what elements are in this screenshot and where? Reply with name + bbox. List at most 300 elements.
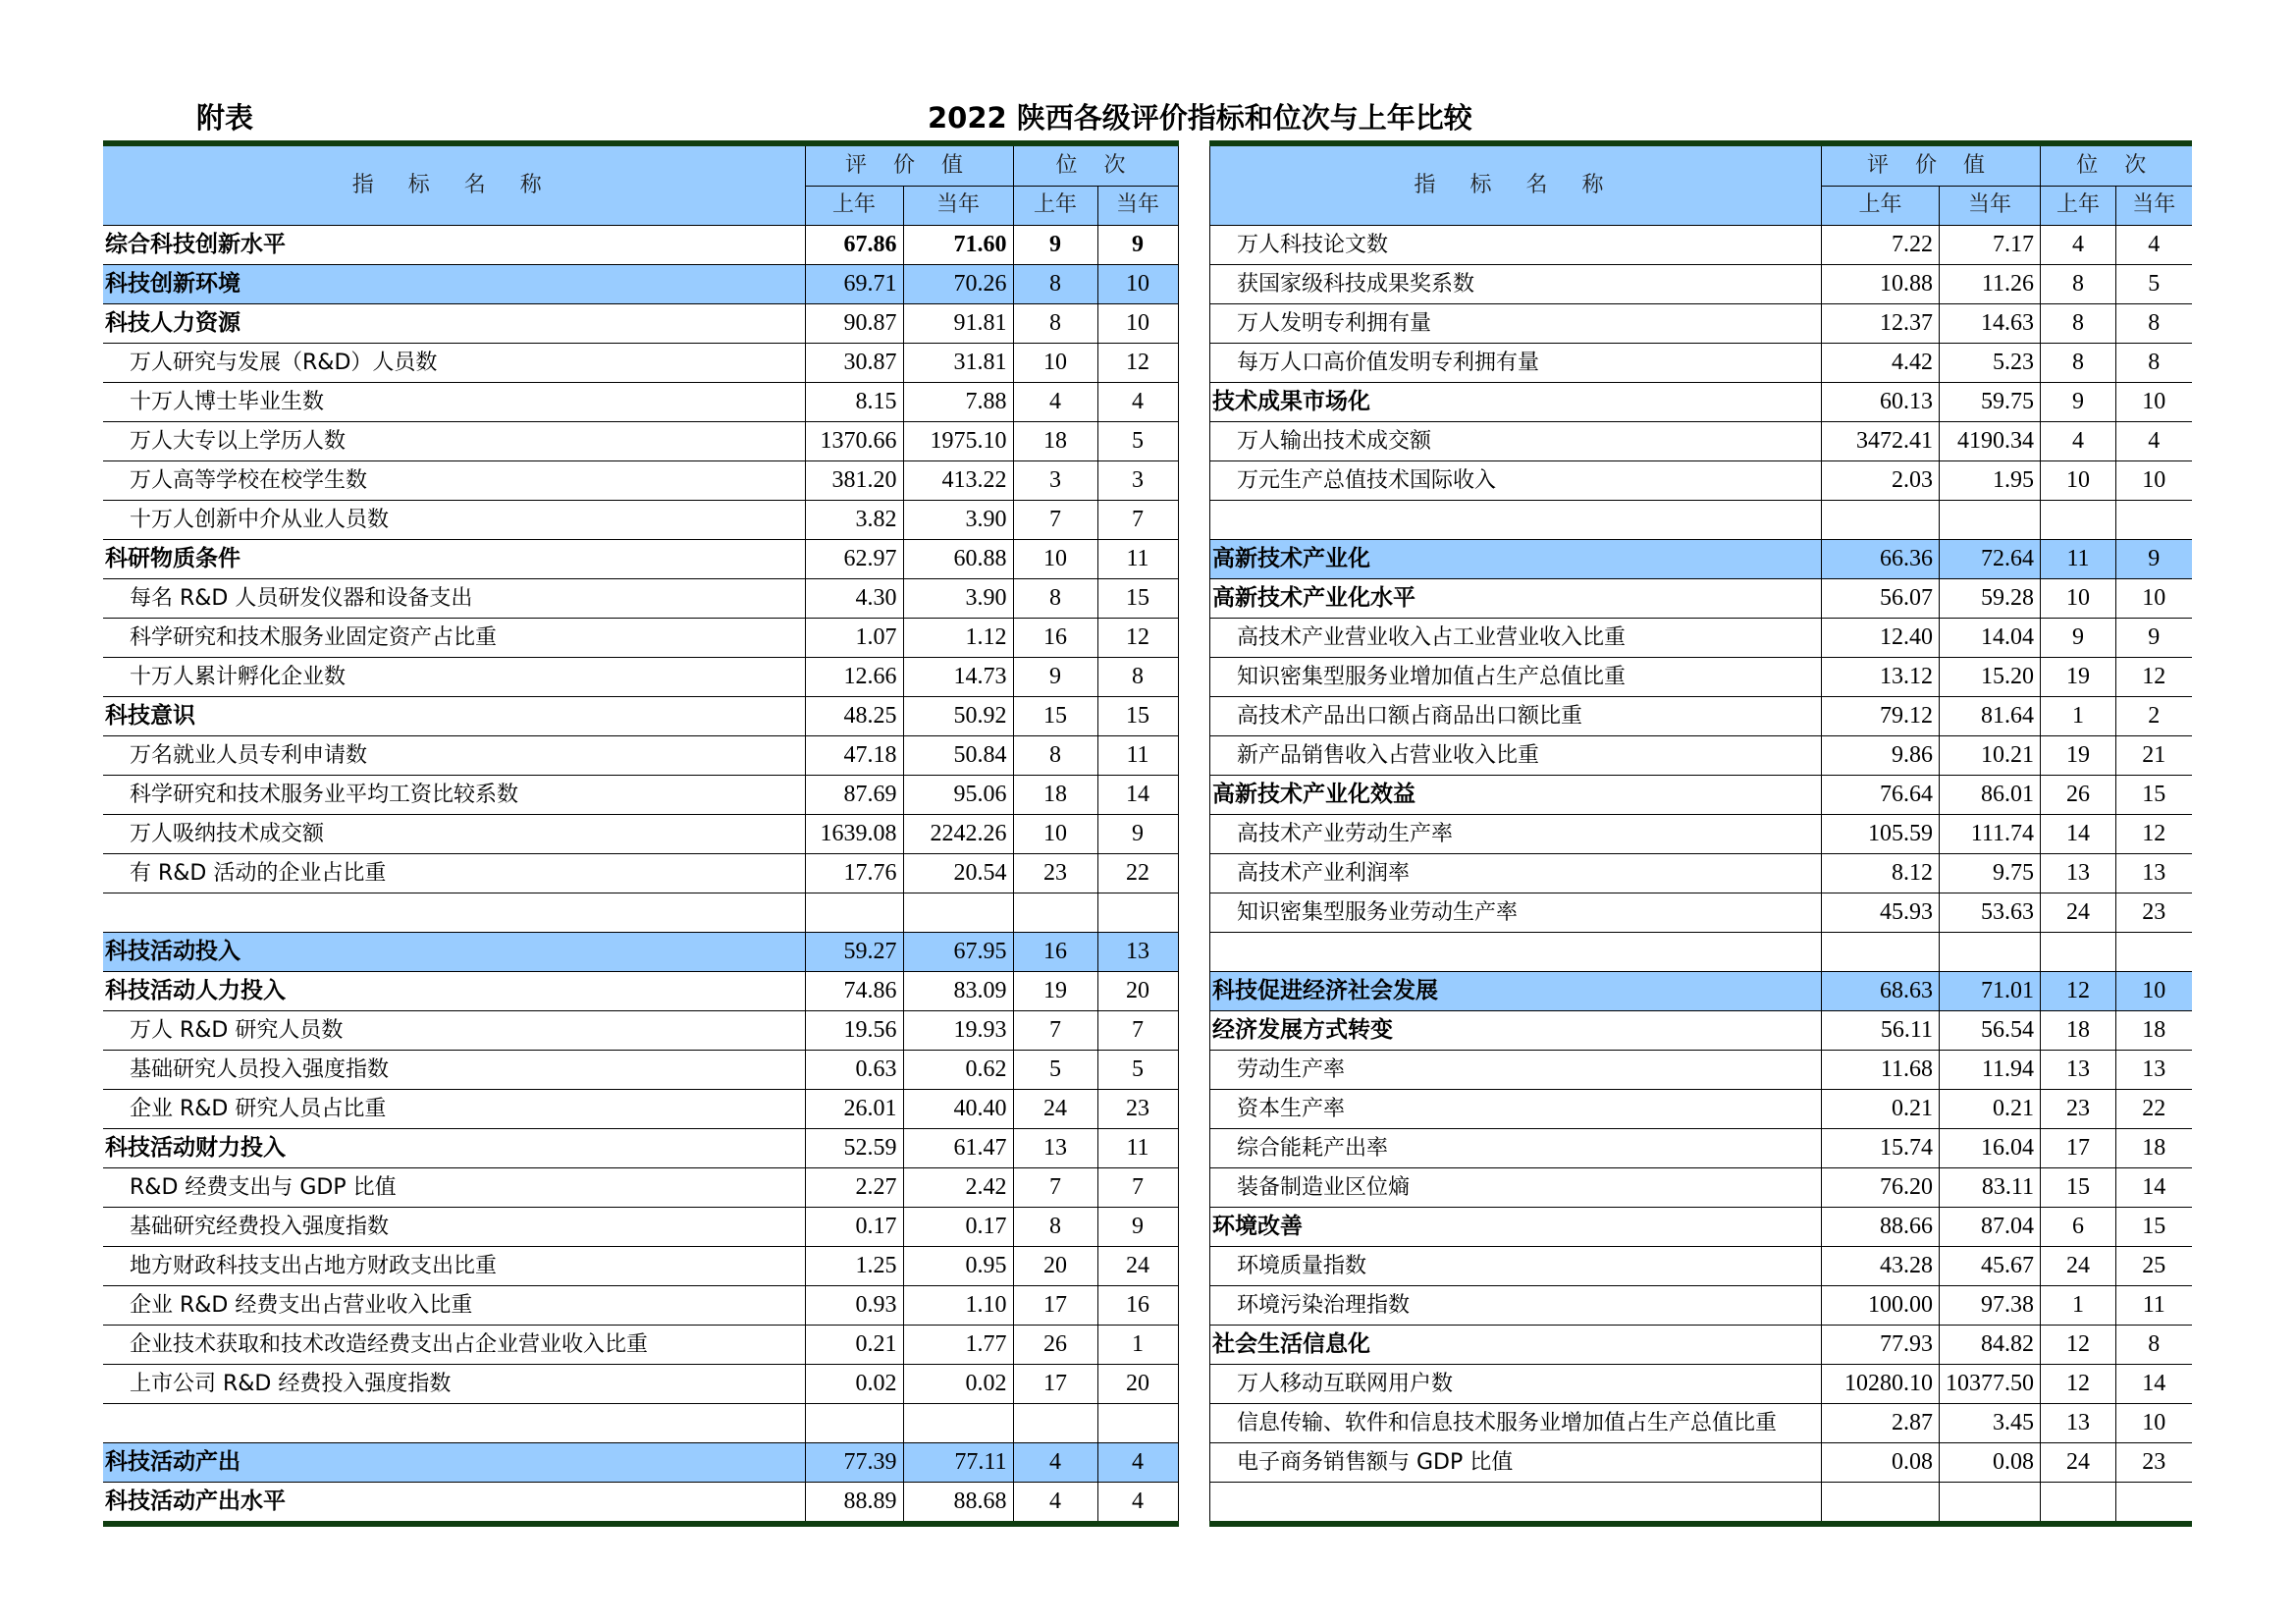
indicator-name: 高技术产业营业收入占工业营业收入比重 (1210, 619, 1822, 658)
value-curr-year: 71.60 (903, 226, 1013, 265)
value-curr-year: 1975.10 (903, 422, 1013, 461)
table-row (103, 1247, 1178, 1286)
value-curr-year: 1.10 (903, 1286, 1013, 1326)
value-prev-year: 17.76 (805, 854, 903, 893)
rank-prev-year: 10 (1013, 540, 1097, 579)
rank-curr-year: 23 (2116, 893, 2192, 933)
table-row (103, 1168, 1178, 1208)
value-curr-year: 77.11 (903, 1443, 1013, 1483)
column-header-rank-curr: 当年 (2116, 186, 2192, 225)
table-row (1210, 1326, 2192, 1365)
table-row (1210, 1247, 2192, 1286)
value-prev-year: 88.89 (805, 1483, 903, 1525)
value-prev-year: 2.27 (805, 1168, 903, 1208)
rank-curr-year: 12 (1097, 619, 1178, 658)
rank-prev-year: 13 (2041, 1051, 2116, 1090)
value-prev-year: 7.22 (1822, 226, 1940, 265)
table-row (1210, 304, 2192, 344)
indicator-name: 高新技术产业化效益 (1210, 776, 1822, 815)
rank-curr-year: 13 (2116, 854, 2192, 893)
rank-curr-year: 16 (1097, 1286, 1178, 1326)
value-curr-year: 0.62 (903, 1051, 1013, 1090)
table-row (1210, 1011, 2192, 1051)
rank-curr-year (1097, 893, 1178, 933)
rank-prev-year: 9 (1013, 226, 1097, 265)
rank-prev-year: 8 (1013, 579, 1097, 619)
rank-prev-year: 3 (1013, 461, 1097, 501)
column-header-value-curr: 当年 (1940, 186, 2041, 225)
rank-curr-year: 9 (2116, 540, 2192, 579)
value-prev-year: 2.87 (1822, 1404, 1940, 1443)
value-curr-year: 60.88 (903, 540, 1013, 579)
value-prev-year: 79.12 (1822, 697, 1940, 736)
rank-curr-year: 12 (2116, 815, 2192, 854)
rank-curr-year: 20 (1097, 972, 1178, 1011)
value-prev-year: 30.87 (805, 344, 903, 383)
rank-prev-year: 11 (2041, 540, 2116, 579)
rank-curr-year: 5 (1097, 1051, 1178, 1090)
value-prev-year: 76.64 (1822, 776, 1940, 815)
value-prev-year: 1639.08 (805, 815, 903, 854)
rank-curr-year: 23 (2116, 1443, 2192, 1483)
indicator-name: 万人吸纳技术成交额 (103, 815, 805, 854)
value-prev-year: 105.59 (1822, 815, 1940, 854)
value-prev-year: 15.74 (1822, 1129, 1940, 1168)
indicator-name: 科技促进经济社会发展 (1210, 972, 1822, 1011)
value-prev-year (1822, 933, 1940, 972)
indicator-name: 万人研究与发展（R&D）人员数 (103, 344, 805, 383)
indicator-name (1210, 1483, 1822, 1525)
value-prev-year: 90.87 (805, 304, 903, 344)
table-row (1210, 776, 2192, 815)
rank-curr-year: 15 (2116, 776, 2192, 815)
value-prev-year: 0.21 (1822, 1090, 1940, 1129)
value-curr-year: 14.73 (903, 658, 1013, 697)
value-curr-year: 50.84 (903, 736, 1013, 776)
rank-prev-year: 10 (1013, 344, 1097, 383)
column-header-rank-prev: 上年 (2041, 186, 2116, 225)
rank-curr-year: 13 (2116, 1051, 2192, 1090)
indicator-name: 万人发明专利拥有量 (1210, 304, 1822, 344)
rank-curr-year: 14 (2116, 1168, 2192, 1208)
rank-prev-year: 7 (1013, 1168, 1097, 1208)
value-curr-year: 0.08 (1940, 1443, 2041, 1483)
indicator-name: 每名 R&D 人员研发仪器和设备支出 (103, 579, 805, 619)
table-row (1210, 1365, 2192, 1404)
rank-curr-year: 8 (2116, 304, 2192, 344)
rank-prev-year: 18 (2041, 1011, 2116, 1051)
indicator-name: 基础研究经费投入强度指数 (103, 1208, 805, 1247)
value-prev-year: 52.59 (805, 1129, 903, 1168)
value-curr-year: 83.11 (1940, 1168, 2041, 1208)
table-row (1210, 854, 2192, 893)
rank-prev-year: 8 (1013, 265, 1097, 304)
rank-prev-year: 13 (2041, 854, 2116, 893)
rank-prev-year: 17 (2041, 1129, 2116, 1168)
rank-curr-year: 4 (2116, 226, 2192, 265)
rank-curr-year: 7 (1097, 501, 1178, 540)
value-curr-year: 3.45 (1940, 1404, 2041, 1443)
value-curr-year: 59.75 (1940, 383, 2041, 422)
indicator-name: 资本生产率 (1210, 1090, 1822, 1129)
value-prev-year: 381.20 (805, 461, 903, 501)
value-prev-year: 74.86 (805, 972, 903, 1011)
rank-prev-year: 8 (2041, 265, 2116, 304)
value-curr-year (1940, 933, 2041, 972)
value-prev-year: 0.93 (805, 1286, 903, 1326)
rank-curr-year (2116, 501, 2192, 540)
column-header-value-curr: 当年 (903, 186, 1013, 225)
value-curr-year: 50.92 (903, 697, 1013, 736)
value-curr-year: 88.68 (903, 1483, 1013, 1525)
value-curr-year (903, 893, 1013, 933)
value-prev-year: 12.40 (1822, 619, 1940, 658)
value-curr-year (903, 1404, 1013, 1443)
rank-prev-year: 1 (2041, 697, 2116, 736)
column-header-value: 评 价 值 (1822, 143, 2041, 186)
value-curr-year: 1.77 (903, 1326, 1013, 1365)
value-prev-year: 10.88 (1822, 265, 1940, 304)
rank-curr-year: 20 (1097, 1365, 1178, 1404)
indicator-name: 科技人力资源 (103, 304, 805, 344)
rank-prev-year: 19 (2041, 658, 2116, 697)
rank-prev-year: 18 (1013, 776, 1097, 815)
indicator-name: 高新技术产业化 (1210, 540, 1822, 579)
rank-curr-year: 13 (1097, 933, 1178, 972)
value-curr-year: 31.81 (903, 344, 1013, 383)
value-curr-year: 10.21 (1940, 736, 2041, 776)
indicator-name (103, 1404, 805, 1443)
value-prev-year: 13.12 (1822, 658, 1940, 697)
value-prev-year: 77.39 (805, 1443, 903, 1483)
value-curr-year: 1.95 (1940, 461, 2041, 501)
rank-prev-year: 9 (2041, 383, 2116, 422)
value-prev-year: 100.00 (1822, 1286, 1940, 1326)
indicator-name: 技术成果市场化 (1210, 383, 1822, 422)
indicator-name: 科研物质条件 (103, 540, 805, 579)
rank-prev-year: 10 (2041, 461, 2116, 501)
value-prev-year (1822, 1483, 1940, 1525)
table-row (103, 933, 1178, 972)
value-curr-year: 111.74 (1940, 815, 2041, 854)
value-curr-year: 11.26 (1940, 265, 2041, 304)
rank-prev-year: 13 (2041, 1404, 2116, 1443)
indicator-name: 企业技术获取和技术改造经费支出占企业营业收入比重 (103, 1326, 805, 1365)
rank-prev-year: 19 (2041, 736, 2116, 776)
rank-prev-year: 4 (1013, 1483, 1097, 1525)
rank-curr-year: 18 (2116, 1011, 2192, 1051)
rank-prev-year: 8 (1013, 1208, 1097, 1247)
value-prev-year: 76.20 (1822, 1168, 1940, 1208)
rank-curr-year: 10 (2116, 579, 2192, 619)
rank-prev-year: 4 (1013, 383, 1097, 422)
rank-prev-year: 12 (2041, 1365, 2116, 1404)
rank-curr-year: 8 (2116, 1326, 2192, 1365)
rank-curr-year: 21 (2116, 736, 2192, 776)
indicator-name: 电子商务销售额与 GDP 比值 (1210, 1443, 1822, 1483)
rank-prev-year: 10 (2041, 579, 2116, 619)
table-row (103, 383, 1178, 422)
table-row (103, 815, 1178, 854)
indicator-name: 社会生活信息化 (1210, 1326, 1822, 1365)
rank-prev-year: 18 (1013, 422, 1097, 461)
column-header-rank: 位 次 (1013, 143, 1178, 186)
appendix-label: 附表 (196, 101, 254, 135)
indicator-name: 企业 R&D 研究人员占比重 (103, 1090, 805, 1129)
rank-curr-year: 18 (2116, 1129, 2192, 1168)
table-row (103, 540, 1178, 579)
table-row (103, 461, 1178, 501)
rank-curr-year: 14 (2116, 1365, 2192, 1404)
rank-curr-year: 4 (1097, 383, 1178, 422)
value-curr-year: 67.95 (903, 933, 1013, 972)
table-row (103, 1443, 1178, 1483)
table-row (103, 304, 1178, 344)
rank-prev-year: 4 (1013, 1443, 1097, 1483)
value-prev-year: 48.25 (805, 697, 903, 736)
value-prev-year: 10280.10 (1822, 1365, 1940, 1404)
value-prev-year: 26.01 (805, 1090, 903, 1129)
rank-curr-year: 12 (1097, 344, 1178, 383)
table-row (103, 1129, 1178, 1168)
rank-curr-year: 8 (1097, 658, 1178, 697)
value-prev-year: 1370.66 (805, 422, 903, 461)
blank-row (1210, 933, 2192, 972)
rank-curr-year: 10 (2116, 972, 2192, 1011)
table-row (1210, 265, 2192, 304)
value-prev-year: 3472.41 (1822, 422, 1940, 461)
rank-prev-year: 24 (1013, 1090, 1097, 1129)
indicator-name: 高技术产业劳动生产率 (1210, 815, 1822, 854)
rank-prev-year (1013, 1404, 1097, 1443)
rank-prev-year: 26 (2041, 776, 2116, 815)
rank-prev-year: 24 (2041, 893, 2116, 933)
value-prev-year: 88.66 (1822, 1208, 1940, 1247)
column-header-name: 指 标 名 称 (1210, 143, 1822, 226)
table-row (1210, 1168, 2192, 1208)
rank-prev-year: 20 (1013, 1247, 1097, 1286)
indicator-name: 基础研究人员投入强度指数 (103, 1051, 805, 1090)
left-table-body (103, 226, 1178, 1525)
blank-row (103, 1404, 1178, 1443)
rank-prev-year: 5 (1013, 1051, 1097, 1090)
table-row (1210, 540, 2192, 579)
table-row (103, 1208, 1178, 1247)
value-prev-year: 62.97 (805, 540, 903, 579)
rank-curr-year: 9 (2116, 619, 2192, 658)
value-curr-year: 7.17 (1940, 226, 2041, 265)
value-curr-year: 0.21 (1940, 1090, 2041, 1129)
table-row (1210, 1090, 2192, 1129)
indicator-name: 信息传输、软件和信息技术服务业增加值占生产总值比重 (1210, 1404, 1822, 1443)
indicator-name (103, 893, 805, 933)
indicator-name: 高技术产品出口额占商品出口额比重 (1210, 697, 1822, 736)
value-prev-year: 12.66 (805, 658, 903, 697)
value-curr-year: 3.90 (903, 501, 1013, 540)
table-row (103, 1090, 1178, 1129)
rank-curr-year: 15 (1097, 697, 1178, 736)
column-header-value: 评 价 值 (805, 143, 1013, 186)
table-row (1210, 1443, 2192, 1483)
indicator-name: 环境改善 (1210, 1208, 1822, 1247)
indicator-name: 每万人口高价值发明专利拥有量 (1210, 344, 1822, 383)
value-curr-year: 84.82 (1940, 1326, 2041, 1365)
rank-curr-year: 11 (1097, 540, 1178, 579)
indicator-name: 知识密集型服务业劳动生产率 (1210, 893, 1822, 933)
value-curr-year: 61.47 (903, 1129, 1013, 1168)
rank-prev-year: 19 (1013, 972, 1097, 1011)
value-prev-year: 9.86 (1822, 736, 1940, 776)
indicator-name (1210, 933, 1822, 972)
rank-curr-year: 15 (2116, 1208, 2192, 1247)
indicator-name: 科技活动产出 (103, 1443, 805, 1483)
indicator-name: 万人大专以上学历人数 (103, 422, 805, 461)
table-row (103, 972, 1178, 1011)
title-row (0, 96, 2296, 139)
rank-prev-year: 12 (2041, 1326, 2116, 1365)
rank-curr-year: 12 (2116, 658, 2192, 697)
rank-prev-year: 1 (2041, 1286, 2116, 1326)
table-row (1210, 461, 2192, 501)
rank-curr-year: 4 (1097, 1443, 1178, 1483)
page-title: 2022 陕西各级评价指标和位次与上年比较 (928, 101, 1472, 135)
table-row (1210, 972, 2192, 1011)
rank-curr-year: 5 (2116, 265, 2192, 304)
rank-curr-year: 8 (2116, 344, 2192, 383)
value-prev-year: 8.12 (1822, 854, 1940, 893)
indicator-name: 有 R&D 活动的企业占比重 (103, 854, 805, 893)
column-header-rank: 位 次 (2041, 143, 2192, 186)
table-row (103, 1326, 1178, 1365)
value-prev-year: 0.63 (805, 1051, 903, 1090)
value-prev-year: 0.02 (805, 1365, 903, 1404)
value-prev-year: 19.56 (805, 1011, 903, 1051)
value-prev-year: 8.15 (805, 383, 903, 422)
value-curr-year: 2.42 (903, 1168, 1013, 1208)
table-row (1210, 658, 2192, 697)
rank-prev-year: 16 (1013, 619, 1097, 658)
value-prev-year: 69.71 (805, 265, 903, 304)
indicator-name: 知识密集型服务业增加值占生产总值比重 (1210, 658, 1822, 697)
value-prev-year: 56.11 (1822, 1011, 1940, 1051)
rank-prev-year: 14 (2041, 815, 2116, 854)
value-prev-year: 56.07 (1822, 579, 1940, 619)
rank-curr-year (1097, 1404, 1178, 1443)
indicator-name: 万人输出技术成交额 (1210, 422, 1822, 461)
rank-prev-year: 10 (1013, 815, 1097, 854)
table-row (103, 579, 1178, 619)
rank-prev-year: 17 (1013, 1286, 1097, 1326)
blank-row (103, 893, 1178, 933)
value-curr-year: 59.28 (1940, 579, 2041, 619)
value-curr-year: 14.63 (1940, 304, 2041, 344)
indicator-name: 万人移动互联网用户数 (1210, 1365, 1822, 1404)
indicator-name: 科学研究和技术服务业固定资产占比重 (103, 619, 805, 658)
value-prev-year: 77.93 (1822, 1326, 1940, 1365)
rank-curr-year: 10 (2116, 383, 2192, 422)
value-prev-year: 87.69 (805, 776, 903, 815)
value-curr-year: 86.01 (1940, 776, 2041, 815)
rank-prev-year: 8 (2041, 344, 2116, 383)
rank-curr-year: 22 (1097, 854, 1178, 893)
rank-curr-year: 25 (2116, 1247, 2192, 1286)
rank-curr-year: 10 (2116, 461, 2192, 501)
value-curr-year: 97.38 (1940, 1286, 2041, 1326)
value-curr-year: 40.40 (903, 1090, 1013, 1129)
table-row (103, 658, 1178, 697)
table-row (1210, 893, 2192, 933)
value-curr-year: 95.06 (903, 776, 1013, 815)
rank-prev-year (1013, 893, 1097, 933)
value-curr-year: 56.54 (1940, 1011, 2041, 1051)
value-curr-year: 3.90 (903, 579, 1013, 619)
rank-prev-year: 8 (2041, 304, 2116, 344)
indicator-name: 科技创新环境 (103, 265, 805, 304)
column-header-rank-curr: 当年 (1097, 186, 1178, 225)
value-prev-year: 0.21 (805, 1326, 903, 1365)
rank-curr-year: 7 (1097, 1168, 1178, 1208)
value-prev-year: 67.86 (805, 226, 903, 265)
rank-prev-year: 15 (2041, 1168, 2116, 1208)
table-row (1210, 383, 2192, 422)
indicator-name: 科学研究和技术服务业平均工资比较系数 (103, 776, 805, 815)
indicator-name: 高技术产业利润率 (1210, 854, 1822, 893)
table-row (1210, 619, 2192, 658)
rank-curr-year: 5 (1097, 422, 1178, 461)
value-prev-year: 3.82 (805, 501, 903, 540)
table-row (1210, 226, 2192, 265)
indicator-name: 科技活动人力投入 (103, 972, 805, 1011)
rank-curr-year: 11 (2116, 1286, 2192, 1326)
value-prev-year: 4.42 (1822, 344, 1940, 383)
indicator-name: 经济发展方式转变 (1210, 1011, 1822, 1051)
rank-prev-year: 23 (2041, 1090, 2116, 1129)
rank-curr-year: 4 (2116, 422, 2192, 461)
value-curr-year: 2242.26 (903, 815, 1013, 854)
rank-curr-year: 14 (1097, 776, 1178, 815)
rank-curr-year (2116, 1483, 2192, 1525)
value-prev-year: 43.28 (1822, 1247, 1940, 1286)
rank-prev-year: 26 (1013, 1326, 1097, 1365)
table-row (1210, 579, 2192, 619)
table-row (103, 736, 1178, 776)
rank-prev-year: 24 (2041, 1247, 2116, 1286)
value-curr-year: 5.23 (1940, 344, 2041, 383)
rank-curr-year: 10 (1097, 304, 1178, 344)
value-curr-year: 72.64 (1940, 540, 2041, 579)
rank-prev-year: 9 (1013, 658, 1097, 697)
table-row (1210, 736, 2192, 776)
table-row (1210, 1208, 2192, 1247)
rank-curr-year: 2 (2116, 697, 2192, 736)
value-prev-year: 45.93 (1822, 893, 1940, 933)
table-row (1210, 422, 2192, 461)
table-row (1210, 1051, 2192, 1090)
rank-curr-year: 24 (1097, 1247, 1178, 1286)
rank-prev-year: 8 (1013, 736, 1097, 776)
value-curr-year: 81.64 (1940, 697, 2041, 736)
right-table-body (1210, 226, 2192, 1525)
indicator-name: 万人科技论文数 (1210, 226, 1822, 265)
rank-curr-year: 7 (1097, 1011, 1178, 1051)
rank-curr-year: 9 (1097, 226, 1178, 265)
value-curr-year (1940, 501, 2041, 540)
indicator-name: 装备制造业区位熵 (1210, 1168, 1822, 1208)
value-curr-year: 87.04 (1940, 1208, 2041, 1247)
table-row (103, 776, 1178, 815)
rank-prev-year: 15 (1013, 697, 1097, 736)
value-curr-year: 0.95 (903, 1247, 1013, 1286)
